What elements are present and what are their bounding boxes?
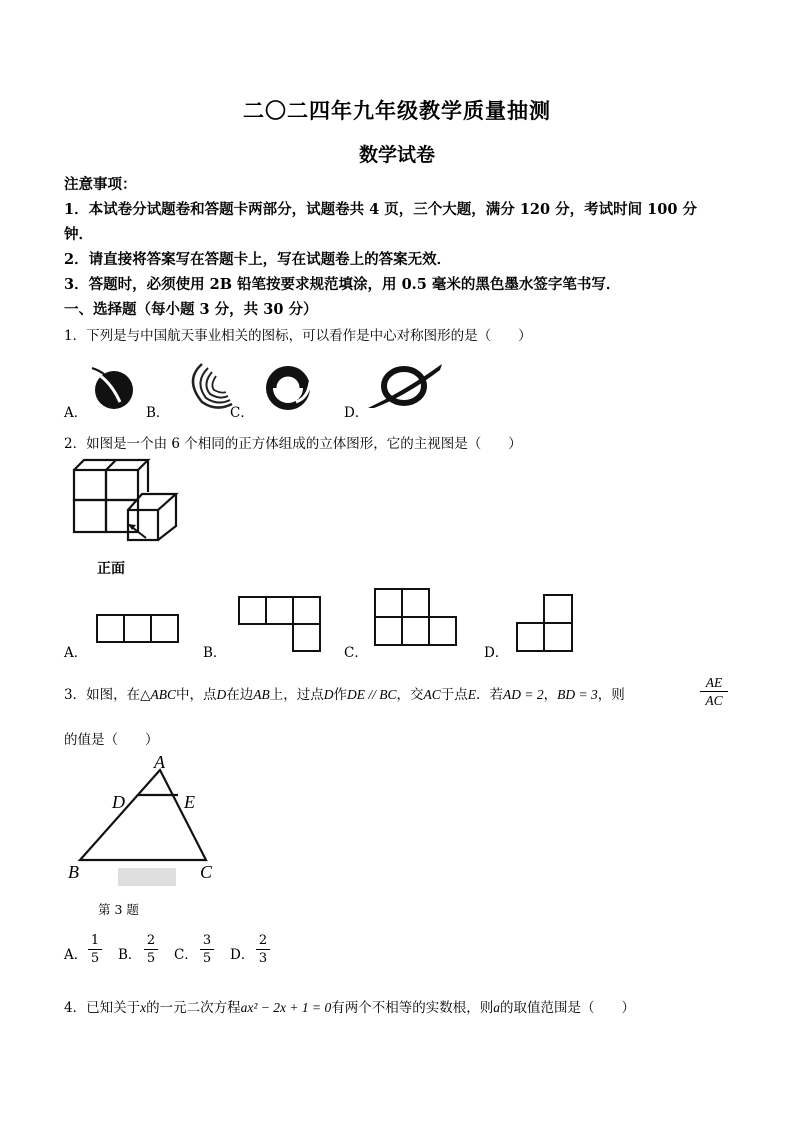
q2-view-c — [374, 588, 458, 646]
q3-option-b-frac — [144, 932, 158, 967]
exam-title: 二〇二四年九年级教学质量抽测 — [243, 98, 551, 123]
q3-stem-line2: 的值是（ ） — [64, 732, 159, 748]
q3-label-d: D — [112, 792, 125, 812]
q3-option-a-num: 1 — [88, 932, 102, 950]
q2-view-d — [516, 594, 574, 652]
q4-stem: 4．已知关于x的一元二次方程ax² − 2x + 1 = 0有两个不相等的实数根，则a的取值范围是（ ） — [64, 1000, 635, 1016]
q2-view-a — [96, 614, 180, 644]
q1-stem: 1．下列是与中国航天事业相关的图标，可以看作是中心对称图形的是（ ） — [64, 328, 532, 344]
notice-item-2: 2．请直接将答案写在答题卡上，写在试题卷上的答案无效． — [64, 251, 452, 268]
q1-option-a: A． — [64, 405, 88, 421]
q2-front-label: 正面 — [97, 561, 125, 577]
q2-view-b — [238, 596, 322, 652]
q3-option-d-frac — [256, 932, 270, 967]
q1-option-d: D． — [344, 405, 369, 421]
q3-fraction-den: AC — [705, 693, 723, 708]
q1-option-c: C． — [230, 405, 254, 421]
q1-icon-c — [260, 362, 316, 414]
q3-option-d-den: 3 — [258, 951, 268, 966]
section-heading: 一、选择题（每小题 3 分，共 30 分） — [64, 301, 318, 318]
q3-label-b: B — [68, 862, 79, 882]
q1-icon-a — [88, 362, 144, 412]
q3-option-b-den: 5 — [146, 951, 156, 966]
q3-option-d-num: 2 — [256, 932, 270, 950]
q1-icon-b — [182, 360, 234, 412]
q3-label-c: C — [200, 862, 213, 882]
q3-option-c-letter: C． — [174, 947, 198, 963]
q3-option-c-frac — [200, 932, 214, 967]
q3-label-a: A — [154, 752, 165, 772]
notice-item-1-cont: 钟． — [64, 226, 93, 243]
q3-option-b-letter: B． — [118, 947, 142, 963]
q2-option-d: D． — [484, 645, 509, 661]
q2-stem: 2．如图是一个由 6 个相同的正方体组成的立体图形，它的主视图是（ ） — [64, 436, 522, 452]
q2-option-c: C． — [344, 645, 368, 661]
q3-figure-caption: 第 3 题 — [98, 902, 139, 917]
exam-subtitle: 数学试卷 — [358, 144, 435, 166]
q3-option-c-den: 5 — [202, 951, 212, 966]
q3-fraction-num: AE — [700, 674, 728, 692]
notice-heading: 注意事项： — [64, 176, 137, 193]
q2-option-b: B． — [203, 645, 227, 661]
q3-option-a-den: 5 — [90, 951, 100, 966]
q2-option-a: A． — [64, 645, 88, 661]
q3-label-e: E — [184, 792, 195, 812]
q1-option-b: B． — [146, 405, 170, 421]
q3-stem: 3．如图，在△ABC中，点D在边AB上，过点D作DE // BC，交AC于点E．若AD = 2，BD = 3，则 — [64, 687, 625, 703]
q3-option-a-letter: A． — [64, 947, 88, 963]
q3-option-a-frac — [88, 932, 102, 967]
notice-item-1: 1．本试卷分试题卷和答题卡两部分，试题卷共 4 页，三个大题，满分 120 分，考试时间 100 分 — [64, 201, 697, 218]
q3-fraction — [700, 674, 728, 709]
q3-option-b-num: 2 — [144, 932, 158, 950]
q3-option-d-letter: D． — [230, 947, 255, 963]
q2-cube-figure — [70, 458, 190, 558]
q3-option-c-num: 3 — [200, 932, 214, 950]
notice-item-3: 3．答题时，必须使用 2B 铅笔按要求规范填涂，用 0.5 毫米的黑色墨水签字笔书写． — [64, 276, 621, 293]
q1-icon-d — [366, 360, 444, 412]
